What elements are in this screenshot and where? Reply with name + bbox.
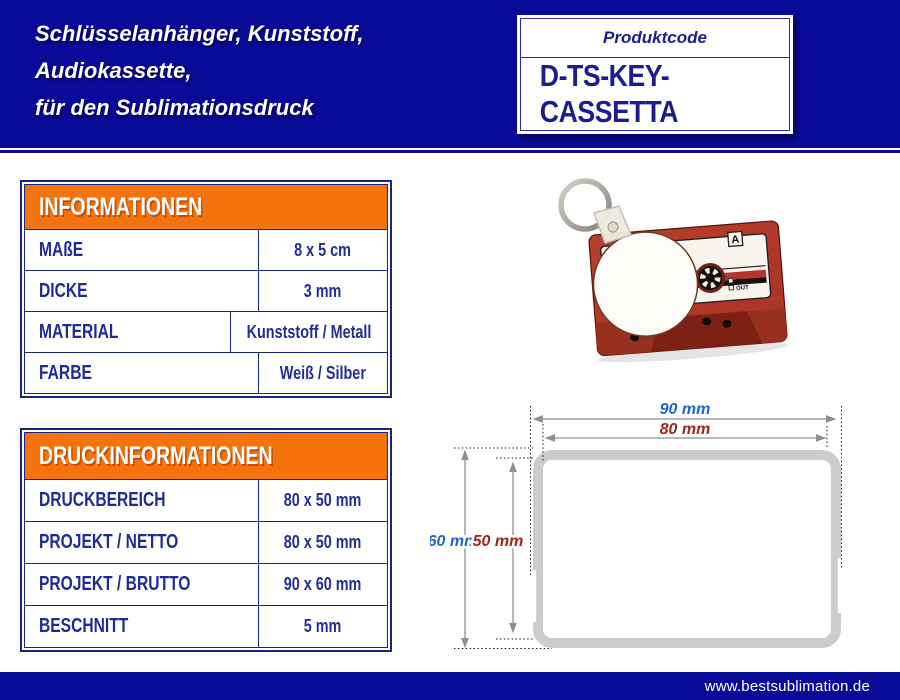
outline-notch-right [838, 558, 841, 613]
table-row [25, 311, 387, 352]
website-link[interactable]: www.bestsublimation.de [704, 677, 870, 695]
info-table [20, 180, 392, 398]
info-row-value: 8 x 5 cm [294, 239, 352, 260]
info-table-title: INFORMATIONEN [39, 192, 203, 221]
out-checkbox [729, 285, 734, 290]
print-row-value: 80 x 50 mm [284, 532, 362, 552]
dimension-diagram-svg [430, 398, 870, 660]
dim-outer-width: 90 mm [659, 401, 711, 418]
in-checkbox [728, 278, 733, 283]
page-title [35, 15, 363, 126]
print-row-value: 80 x 50 mm [284, 490, 362, 510]
product-code-text: D-TS-KEY-CASSETTA [539, 58, 679, 129]
table-row [25, 605, 387, 647]
print-row-value: 90 x 60 mm [284, 574, 362, 594]
dim-inner-width: 80 mm [659, 421, 711, 438]
dim-outer-height: 60 mm [430, 533, 479, 550]
product-photo [545, 166, 795, 371]
info-row-label: DICKE [39, 279, 88, 302]
page-title-line-2: Audiokassette, [35, 58, 192, 83]
footer-bar [0, 672, 900, 700]
side-label: A [730, 233, 740, 247]
cassette-keychain-image [545, 166, 795, 371]
table-row [25, 563, 387, 605]
in-label: IN [735, 278, 742, 286]
print-table-title: DRUCKINFORMATIONEN [39, 441, 273, 470]
table-row [25, 521, 387, 563]
info-row-label: FARBE [39, 361, 92, 384]
dim-inner-height: 50 mm [472, 533, 524, 550]
product-code-value [521, 58, 789, 130]
table-row [25, 479, 387, 521]
info-row-label: MATERIAL [39, 320, 119, 343]
out-label: OUT [735, 285, 750, 293]
print-row-label: DRUCKBEREICH [39, 489, 166, 511]
print-row-label: PROJEKT / NETTO [39, 531, 179, 553]
print-row-label: BESCHNITT [39, 615, 129, 637]
print-row-value: 5 mm [304, 616, 342, 636]
outline-notch-left [533, 570, 536, 622]
print-row-label: PROJEKT / BRUTTO [39, 573, 191, 595]
product-code-label: Produktcode [521, 19, 789, 58]
cassette-body [588, 220, 790, 366]
dimension-diagram [430, 398, 870, 660]
info-table-header [25, 185, 387, 229]
product-outline [538, 455, 836, 643]
table-row [25, 229, 387, 270]
header-divider [0, 150, 900, 153]
print-table [20, 428, 392, 652]
page-title-line-3: für den Sublimationsdruck [35, 95, 314, 120]
strap-rivet [608, 222, 618, 232]
info-row-value: Kunststoff / Metall [246, 321, 372, 342]
info-row-value: 3 mm [304, 280, 342, 301]
table-row [25, 270, 387, 311]
info-row-label: MAßE [39, 238, 84, 261]
table-row [25, 352, 387, 393]
product-code-box-inner [520, 18, 790, 131]
print-table-header [25, 433, 387, 479]
product-code-box [517, 15, 793, 134]
info-row-value: Weiß / Silber [279, 362, 367, 383]
page-title-line-1: Schlüsselanhänger, Kunststoff, [35, 21, 364, 46]
